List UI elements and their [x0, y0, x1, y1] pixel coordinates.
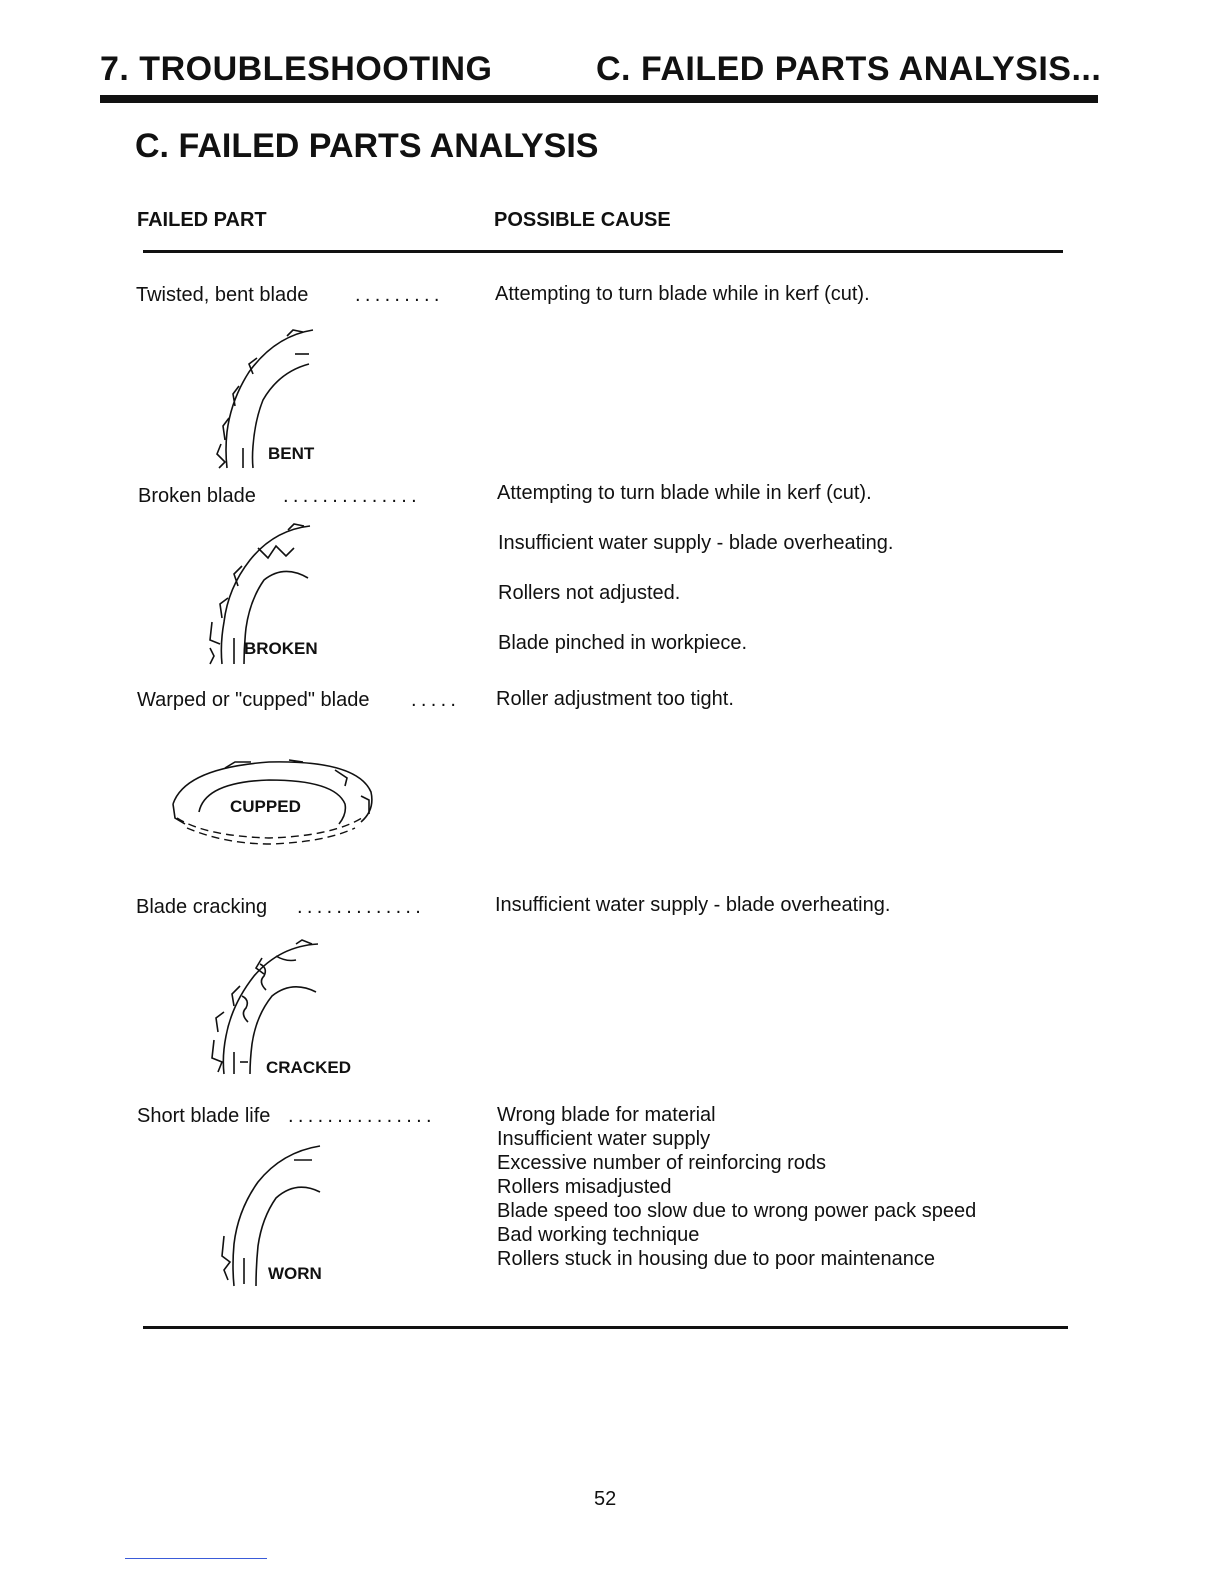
failed-part-label: Short blade life — [137, 1105, 271, 1127]
possible-cause: Insufficient water supply — [497, 1128, 711, 1150]
possible-cause: Attempting to turn blade while in kerf (cut). — [497, 482, 872, 504]
illustration-label: CRACKED — [266, 1058, 351, 1077]
dot-leader: ......... — [355, 284, 444, 306]
page-number: 52 — [594, 1488, 617, 1510]
possible-cause: Rollers stuck in housing due to poor maintenance — [497, 1248, 936, 1270]
header-divider — [143, 250, 1063, 253]
possible-cause: Blade speed too slow due to wrong power pack speed — [497, 1200, 977, 1222]
possible-cause: Blade pinched in workpiece. — [498, 632, 748, 654]
failed-part-label: Blade cracking — [136, 896, 268, 918]
possible-cause: Bad working technique — [497, 1224, 700, 1246]
dot-leader: ..... — [411, 689, 461, 711]
illustration-label: CUPPED — [230, 797, 301, 816]
footer-rule — [143, 1326, 1068, 1329]
possible-cause: Insufficient water supply - blade overheating. — [495, 894, 891, 916]
dot-leader: .............. — [283, 485, 421, 507]
header-rule — [100, 95, 1098, 103]
possible-cause: Rollers not adjusted. — [498, 582, 681, 604]
possible-cause: Wrong blade for material — [497, 1104, 716, 1126]
possible-cause: Excessive number of reinforcing rods — [497, 1152, 827, 1174]
page-title: C. FAILED PARTS ANALYSIS — [135, 127, 599, 165]
cracked-blade-illustration — [200, 936, 330, 1076]
possible-cause: Rollers misadjusted — [497, 1176, 672, 1198]
column-header-failed-part: FAILED PART — [137, 209, 267, 231]
section-title: 7. TROUBLESHOOTING — [100, 50, 493, 88]
possible-cause-list — [497, 1103, 976, 1271]
possible-cause: Roller adjustment too tight. — [496, 688, 734, 710]
scan-artifact-line — [125, 1558, 267, 1559]
column-header-possible-cause: POSSIBLE CAUSE — [494, 209, 671, 231]
dot-leader: ............. — [297, 896, 426, 918]
illustration-label: BROKEN — [244, 639, 318, 658]
illustration-label: WORN — [268, 1264, 322, 1283]
illustration-label: BENT — [268, 444, 315, 463]
failed-part-label: Broken blade — [138, 485, 256, 507]
possible-cause: Attempting to turn blade while in kerf (cut). — [495, 283, 870, 305]
failed-part-label: Warped or "cupped" blade — [137, 689, 370, 711]
possible-cause: Insufficient water supply - blade overheating. — [498, 532, 894, 554]
subsection-title: C. FAILED PARTS ANALYSIS... — [596, 50, 1102, 88]
failed-part-label: Twisted, bent blade — [136, 284, 309, 306]
dot-leader: ............... — [288, 1105, 436, 1127]
